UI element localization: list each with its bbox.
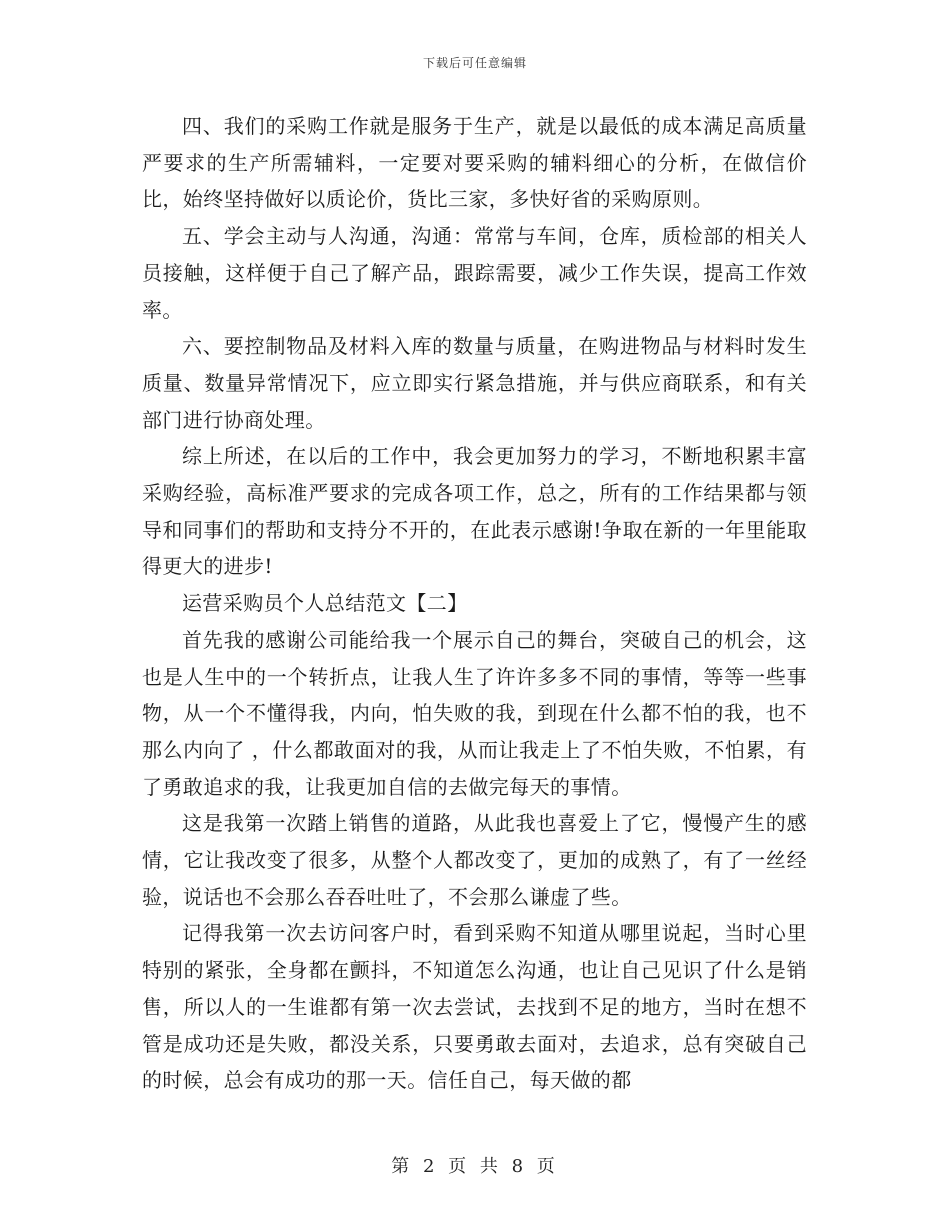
document-body (142, 108, 807, 1099)
paragraph: 综上所述，在以后的工作中，我会更加努力的学习，不断地积累丰富采购经验，高标准严要求的完成各项工作，总之，所有的工作结果都与领导和同事们的帮助和支持分不开的，在此表示感谢!争取在新的一年里能取得更大的进步! (142, 444, 807, 579)
section-title: 运营采购员个人总结范文【二】 (182, 591, 468, 616)
paragraph: 六、要控制物品及材料入库的数量与质量，在购进物品与材料时发生质量、数量异常情况下，应立即实行紧急措施，并与供应商联系，和有关部门进行协商处理。 (142, 334, 807, 432)
paragraph: 记得我第一次去访问客户时，看到采购不知道从哪里说起，当时心里特别的紧张，全身都在颤抖，不知道怎么沟通，也让自己见识了什么是销售，所以人的一生谁都有第一次去尝试，去找到不足的地方，当时在想不管是成功还是失败，都没关系，只要勇敢去面对，去追求，总有突破自己的时候，总会有成功的那一天。信任自己，每天做的都 (142, 921, 807, 1093)
paragraph: 这是我第一次踏上销售的道路，从此我也喜爱上了它，慢慢产生的感情，它让我改变了很多，从整个人都改变了，更加的成熟了，有了一丝经验，说话也不会那么吞吞吐吐了，不会那么谦虚了些。 (142, 811, 807, 909)
paragraph: 五、学会主动与人沟通，沟通：常常与车间，仓库，质检部的相关人员接触，这样便于自己了解产品，跟踪需要，减少工作失误，提高工作效率。 (142, 224, 807, 322)
paragraph: 首先我的感谢公司能给我一个展示自己的舞台，突破自己的机会，这也是人生中的一个转折点，让我人生了许许多多不同的事情，等等一些事物，从一个不懂得我，内向，怕失败的我，到现在什么都不怕的我，也不那么内向了 ，什么都敢面对的我，从而让我走上了不怕失败，不怕累，有了勇敢追求的我，让我更加自信的去做完每天的事情。 (142, 627, 807, 799)
header-note: 下载后可任意编辑 (422, 56, 527, 70)
page-number-footer: 第 2 页 共 8 页 (391, 1156, 559, 1177)
paragraph: 四、我们的采购工作就是服务于生产，就是以最低的成本满足高质量严要求的生产所需辅料，一定要对要采购的辅料细心的分析，在做信价比，始终坚持做好以质论价，货比三家，多快好省的采购原则。 (142, 114, 807, 212)
